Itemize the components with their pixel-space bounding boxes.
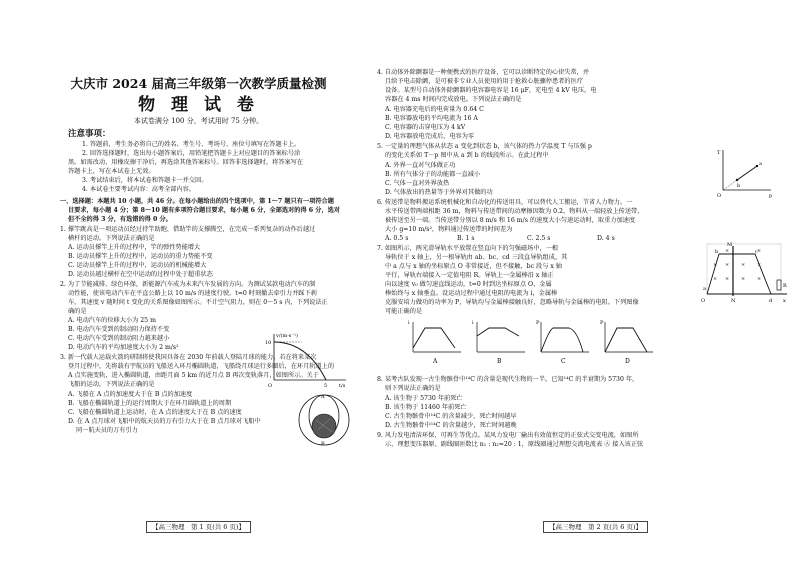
orbit-label-b: B bbox=[321, 441, 325, 447]
vt-xval: 5 bbox=[324, 383, 328, 388]
q2-option: C. 电动汽车受到的制动阻力越来越小 bbox=[68, 335, 170, 342]
notice-heading: 注意事项： bbox=[68, 129, 111, 139]
rail-label-r: R bbox=[783, 283, 787, 289]
rail-figure bbox=[697, 240, 789, 304]
rail-label-n: N bbox=[731, 298, 736, 304]
rail-label-b: b bbox=[715, 249, 719, 255]
q3-line: 3. 新一代载人运载火箭的研制将使我国具备在 2030 年前载人登陆月球的能力。若在将来某次 bbox=[60, 354, 317, 361]
q7-graph-c-axis: P bbox=[536, 320, 540, 326]
section-line: 但不全的得 3 分，有选错的得 0 分。 bbox=[68, 216, 172, 223]
right-page bbox=[377, 0, 794, 561]
svg-text:×: × bbox=[725, 248, 730, 254]
svg-text:×: × bbox=[725, 262, 730, 268]
q3-option: C. 飞船在椭圆轨道上运动时，在 A 点的速度大于在 B 点的速度 bbox=[68, 409, 242, 416]
vt-xlabel: t/s bbox=[339, 383, 346, 388]
q3-option: 同一航天员的万有引力 bbox=[76, 427, 138, 434]
notice-line: 2. 回答选择题时，选出每小题答案后，用铅笔把答题卡上对应题目的答案标号涂 bbox=[82, 150, 301, 157]
svg-text:×: × bbox=[757, 248, 762, 254]
q1-line: 1. 撑竿跳高是一项运动员经过持竿助跑，借助竿的支撑腾空，在完成一系列复杂的动作后越过 bbox=[60, 226, 316, 233]
q8-line: 8. 某考古队发现一古生物骸骨中¹⁴C 的含量是现代生物的一半，已知¹⁴C 的半衰期为 5730 年， bbox=[377, 376, 639, 383]
left-footer bbox=[0, 522, 397, 531]
q2-option: B. 电动汽车受到的制动阻力保持不变 bbox=[68, 326, 170, 333]
q7-graph-a-label: A bbox=[433, 358, 438, 365]
q5-line: 的变化关系如 T－p 图中从 a 到 b 的线段所示。在此过程中 bbox=[385, 152, 549, 159]
left-footer-text: 【高三物理 第 1 页(共 6 页)】 bbox=[146, 521, 251, 533]
q5-option: A. 外界一直对气体做正功 bbox=[385, 162, 456, 169]
rail-label-o: O bbox=[701, 298, 706, 304]
vt-yval: 10 bbox=[265, 340, 272, 346]
q8-option: D. 古生物骸骨中¹⁴C 的含量越少，死亡时间越晚 bbox=[385, 422, 517, 429]
q7-graph-d bbox=[600, 320, 653, 365]
q6-option-c: C. 2.5 s bbox=[527, 235, 551, 242]
section-line: 一、选择题：本题共 10 小题，共 46 分。在每小题给出的四个选项中，第 1～7 题只有一项符合题 bbox=[60, 198, 334, 205]
q2-option: A. 电动汽车的位移大小为 25 m bbox=[68, 317, 156, 324]
vt-ylabel: v/(m·s⁻¹) bbox=[276, 333, 298, 339]
q7-graph-b-axis: i bbox=[472, 320, 474, 326]
rail-label-m: M bbox=[727, 242, 733, 248]
q7-line: 中 a 点与 x 轴的坐标原点 O 非常接近，但不接触，bc 段与 x 轴 bbox=[385, 263, 562, 270]
q7-graph-a bbox=[408, 320, 461, 365]
tp-origin: O bbox=[717, 193, 722, 198]
q5-line: 5. 一定量的理想气体从状态 a 变化到状态 b，该气体的热力学温度 T 与压强 p bbox=[377, 143, 592, 150]
q7-graph-d-axis: P bbox=[600, 320, 604, 326]
q4-option: D. 电容器放电完成后，电容为零 bbox=[385, 133, 475, 140]
q8-option: C. 古生物骸骨中¹⁴C 的含量减少，死亡时间越早 bbox=[385, 413, 517, 420]
q7-line: 平行，导轨右端接入一定值电阻 R。导轨上一金属棒沿 x 轴正 bbox=[385, 272, 554, 279]
q6-option-a: A. 0.5 s bbox=[385, 235, 409, 242]
q3-line: 登月过程中，先将载有宇航员的飞船送入环月椭圆轨道，飞船绕月球运行多圈后，在环月轨道上的 bbox=[68, 363, 335, 370]
q1-option: D. 运动员越过横杆在空中运动的过程中处于超重状态 bbox=[68, 271, 213, 278]
q7-line: 棒始终与 x 轴垂直。设运动过程中通过电阻的电流为 i，金属棒 bbox=[385, 290, 558, 297]
q2-line: 确的是 bbox=[68, 308, 87, 315]
q7-graph-c bbox=[536, 320, 589, 365]
svg-text:×: × bbox=[713, 276, 718, 282]
orbit-label-a: A bbox=[321, 394, 325, 400]
q3-line: A 点实施变轨，进入椭圆轨道，由距月面 5 km 的近月点 B 再次变轨落月，如图所示。关于 bbox=[68, 372, 319, 379]
notice-line: 3. 考试结束后，将本试卷和答题卡一并交回。 bbox=[82, 177, 208, 184]
svg-text:×: × bbox=[741, 262, 746, 268]
tp-axis-p: p bbox=[769, 193, 773, 198]
q4-option: C. 电容器的击穿电压为 4 kV bbox=[385, 124, 466, 131]
q4-line: 容器在 4 ms 时间内完成放电。下列说法正确的是 bbox=[385, 96, 522, 103]
q7-line: 可能正确的是 bbox=[385, 308, 423, 315]
q5-option: B. 所有气体分子的动能都一直减小 bbox=[385, 171, 481, 178]
svg-text:×: × bbox=[757, 276, 762, 282]
svg-text:×: × bbox=[741, 276, 746, 282]
right-footer bbox=[397, 522, 794, 531]
svg-text:×: × bbox=[725, 276, 730, 282]
vt-origin: O bbox=[268, 383, 273, 388]
tp-point-b: b bbox=[737, 183, 741, 189]
section-line: 目要求，每小题 4 分；第 8～10 题有多项符合题目要求，每小题 6 分，全部选对的得 6 分，选对 bbox=[68, 207, 340, 214]
tp-graph bbox=[715, 146, 775, 198]
exam-subject: 物 理 试 卷 bbox=[138, 95, 259, 115]
q6-line: 6. 传送带是物料搬运系统机械化和自动化的传送用具，可以替代人工搬运，节省人力物力。一 bbox=[377, 199, 633, 206]
q4-line: 4. 自动体外除颤器是一种便携式的医疗设备，它可以诊断特定的心律失常，并 bbox=[377, 69, 590, 76]
q6-option-d: D. 4 s bbox=[597, 235, 615, 242]
rail-label-c: c bbox=[755, 249, 758, 255]
q7-graph-b-label: B bbox=[497, 358, 502, 365]
notice-line: 黑。如需改动，用橡皮擦干净后，再选涂其他答案标号。回答非选择题时，将答案写在 bbox=[68, 159, 304, 166]
tp-axis-t: T bbox=[717, 150, 721, 156]
notice-line: 答题卡上，写在本试卷上无效。 bbox=[68, 168, 155, 175]
q2-line: 2. 为了节能减排、绿色环保，新能源汽车成为未来汽车发展的方向。为测试某款电动汽车的制 bbox=[60, 281, 316, 288]
notice-line: 1. 答题前，考生务必将自己的姓名、考生号、考场号、座位号填写在答题卡上。 bbox=[82, 141, 301, 148]
q2-line: 车，其速度 v 随时间 t 变化的关系图像如图所示。不计空气阻力，则在 0～5 s 内，下列说法正 bbox=[68, 299, 328, 306]
q7-graph-b bbox=[472, 320, 525, 365]
q7-option-graphs bbox=[407, 318, 657, 366]
q6-line: 被传送至另一端。当传送带分别以 8 m/s 和 16 m/s 的速度大小匀速运动时，取重力加速度 bbox=[385, 217, 636, 224]
rail-label-d: d bbox=[769, 298, 773, 304]
q7-graph-a-axis: i bbox=[408, 320, 410, 326]
right-footer-text: 【高三物理 第 2 页(共 6 页)】 bbox=[543, 521, 648, 533]
q5-option: D. 气体放出的热量等于外界对其做的功 bbox=[385, 189, 493, 196]
q9-line: 示，理想变压器原、副线圈匝数比 n₁ : n₂=20 : 1，原线圈通过理想交流电流表 Ⓐ 接入该正弦 bbox=[385, 441, 644, 448]
q7-line: 克服安培力做功的功率为 P，导轨均与金属棒接触良好，忽略导轨与金属棒的电阻。下列图像 bbox=[385, 299, 639, 306]
q6-option-b: B. 1 s bbox=[457, 235, 475, 242]
q7-graph-c-label: C bbox=[561, 358, 566, 365]
q3-option: B. 飞船在椭圆轨道上的运行周期大于在环月圆轨道上的周期 bbox=[68, 400, 232, 407]
q7-line: 7. 如图所示，两光滑导轨水平放置在竖直向下的匀强磁场中，一根 bbox=[377, 245, 559, 252]
q7-line: 导轨位于 x 轴上，另一根导轨由 ab、bc、cd 三段直导轨组成，其 bbox=[385, 254, 568, 261]
q4-line: 设备。某型号自动体外除颤器的电容器电容是 16 μF，充电至 4 kV 电压，电 bbox=[385, 87, 597, 94]
rail-label-a: a bbox=[703, 286, 706, 292]
q1-option: C. 运动员撑竿上升的过程中，运动员的机械能增大 bbox=[68, 262, 207, 269]
q8-option: A. 该生物于 5730 年前死亡 bbox=[385, 395, 463, 402]
q1-option: B. 运动员撑竿上升的过程中，运动员的重力势能不变 bbox=[68, 253, 213, 260]
q8-line: 则下列说法正确的是 bbox=[385, 385, 441, 392]
exam-title: 大庆市 2024 届高三年级第一次教学质量检测 bbox=[70, 76, 327, 91]
q4-line: 且给予电击除颤，是可被非专业人员使用的用于抢救心脏骤停患者的医疗 bbox=[385, 78, 583, 85]
q4-option: A. 电容器充电后的电荷量为 0.64 C bbox=[385, 106, 484, 113]
q1-option: A. 运动员撑竿上升的过程中，竿的弹性势能增大 bbox=[68, 244, 201, 251]
exam-info: 本试卷满分 100 分，考试用时 75 分钟。 bbox=[133, 117, 264, 125]
q2-option: D. 电动汽车的平均加速度大小为 2 m/s² bbox=[68, 344, 179, 351]
q1-line: 横杆的运动。下列说法正确的是 bbox=[68, 235, 155, 242]
notice-line: 4. 本试卷主要考试内容：高考全部内容。 bbox=[82, 186, 196, 193]
svg-text:×: × bbox=[757, 262, 762, 268]
q3-option: A. 飞船在 A 点的加速度大于在 B 点的加速度 bbox=[68, 391, 193, 398]
q6-line: 水平传送带两端相距 36 m，物料与传送带间的动摩擦因数为 0.2，物料从一端轻放上传送带， bbox=[385, 208, 644, 215]
q2-line: 动性能，使该电动汽车在平直公路上以 10 m/s 的速度行驶，t=0 时刻撤去牵引力并踩下刹 bbox=[68, 290, 317, 297]
svg-text:×: × bbox=[713, 262, 718, 268]
q3-line: 飞船的运动，下列说法正确的是 bbox=[68, 381, 155, 388]
q4-option: B. 电容器放电的平均电流为 16 A bbox=[385, 115, 478, 122]
q8-option: B. 该生物于 11460 年前死亡 bbox=[385, 404, 467, 411]
orbit-figure bbox=[296, 392, 352, 448]
q7-line: 向以速度 v₀ 做匀速直线运动，t=0 时到达坐标原点 O，金属 bbox=[385, 281, 552, 288]
rail-label-x: x bbox=[783, 298, 786, 304]
q3-option: D. 在 A 点月球对飞船中的航天员的万有引力大于在 B 点月球对飞船中 bbox=[68, 418, 261, 425]
q7-graph-d-label: D bbox=[625, 358, 630, 365]
tp-point-a: a bbox=[759, 161, 762, 167]
q6-line: 大小 g=10 m/s²，物料通过传送带的时间差为 bbox=[385, 226, 513, 233]
q5-option: C. 气体一直对外界放热 bbox=[385, 180, 450, 187]
q9-line: 9. 风力发电清洁环保，可再生等优点。某风力发电厂输出有效值恒定的正弦式交变电流，如图所 bbox=[377, 432, 639, 439]
